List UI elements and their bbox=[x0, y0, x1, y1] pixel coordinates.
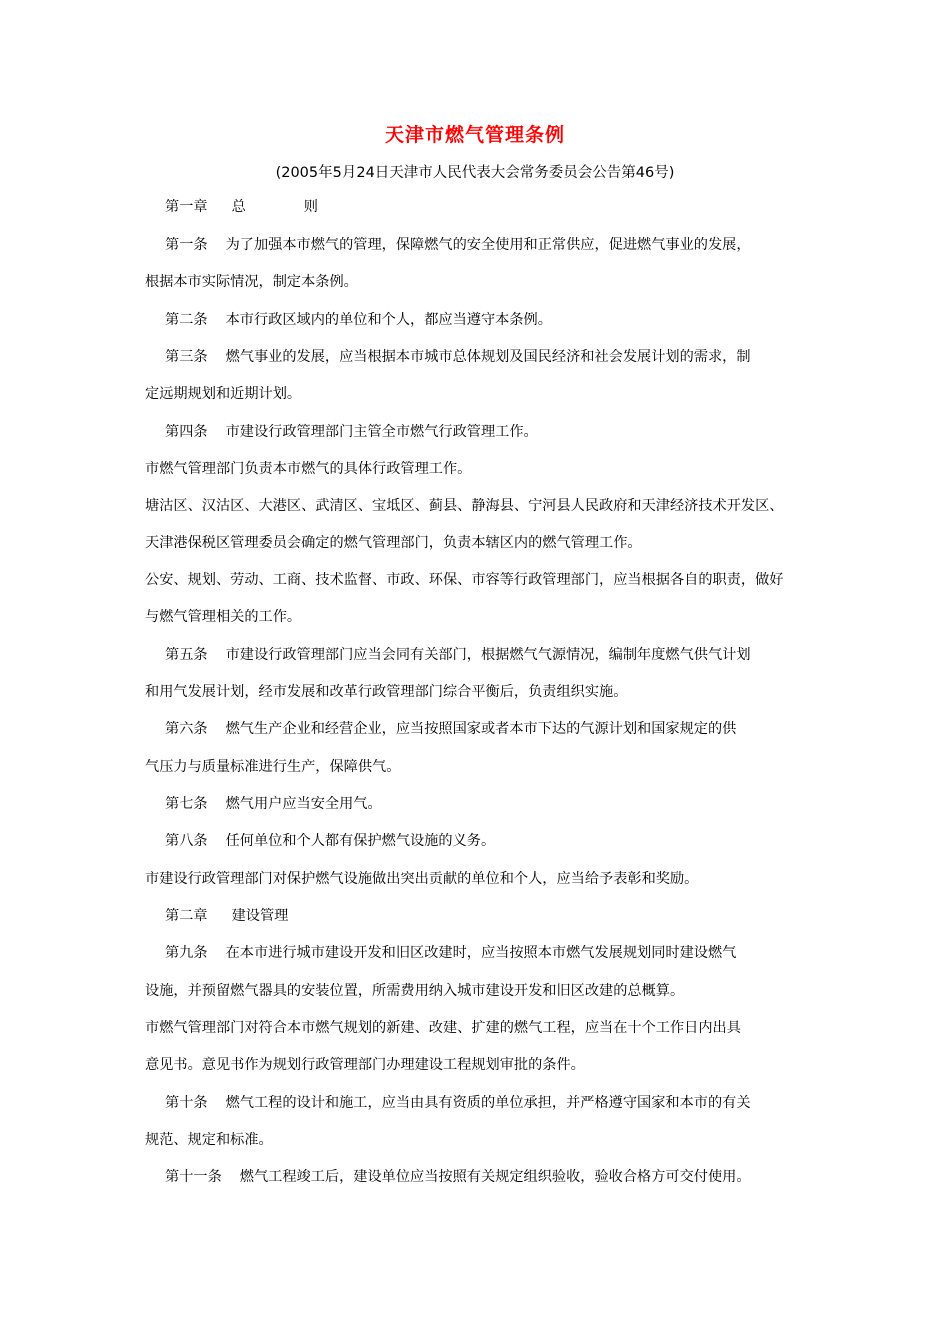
article-3-continued: 定远期规划和近期计划。 bbox=[145, 386, 302, 402]
article-4 bbox=[165, 422, 825, 442]
article-8-paragraph-2: 市建设行政管理部门对保护燃气设施做出突出贡献的单位和个人，应当给予表彰和奖励。 bbox=[145, 871, 699, 887]
article-text: 燃气生产企业和经营企业，应当按照国家或者本市下达的气源计划和国家规定的供 bbox=[225, 721, 737, 737]
article-10-continued: 规范、规定和标准。 bbox=[145, 1132, 273, 1148]
article-6-continued: 气压力与质量标准进行生产，保障供气。 bbox=[145, 759, 401, 775]
document-subtitle: (2005年5月24日天津市人民代表大会常务委员会公告第46号) bbox=[275, 165, 675, 181]
article-4-paragraph-4: 公安、规划、劳动、工商、技术监督、市政、环保、市容等行政管理部门，应当根据各自的职责，做好 bbox=[145, 572, 784, 588]
article-4-paragraph-2: 市燃气管理部门负责本市燃气的具体行政管理工作。 bbox=[145, 461, 472, 477]
article-label: 第六条 bbox=[165, 721, 208, 737]
article-text: 燃气用户应当安全用气。 bbox=[225, 796, 382, 812]
article-2 bbox=[165, 310, 825, 330]
article-9-paragraph-2-continued: 意见书。意见书作为规划行政管理部门办理建设工程规划审批的条件。 bbox=[145, 1057, 585, 1073]
article-5 bbox=[165, 645, 825, 665]
article-label: 第七条 bbox=[165, 796, 208, 812]
article-7 bbox=[165, 794, 825, 814]
article-label: 第四条 bbox=[165, 424, 208, 440]
article-6 bbox=[165, 719, 825, 739]
article-label: 第一条 bbox=[165, 237, 208, 253]
chapter-2-heading bbox=[165, 906, 825, 926]
chapter-1-heading bbox=[165, 197, 825, 217]
article-label: 第九条 bbox=[165, 945, 208, 961]
article-3 bbox=[165, 347, 825, 367]
article-1 bbox=[165, 235, 825, 255]
article-4-paragraph-3-continued: 天津港保税区管理委员会确定的燃气管理部门，负责本辖区内的燃气管理工作。 bbox=[145, 535, 642, 551]
article-9-continued: 设施，并预留燃气器具的安装位置，所需费用纳入城市建设开发和旧区改建的总概算。 bbox=[145, 983, 685, 999]
article-label: 第十条 bbox=[165, 1095, 208, 1111]
chapter-name-part: 总 bbox=[231, 199, 246, 215]
article-text: 燃气工程的设计和施工，应当由具有资质的单位承担，并严格遵守国家和本市的有关 bbox=[225, 1095, 751, 1111]
article-label: 第八条 bbox=[165, 833, 208, 849]
article-text: 任何单位和个人都有保护燃气设施的义务。 bbox=[225, 833, 496, 849]
article-8 bbox=[165, 831, 825, 851]
article-text: 在本市进行城市建设开发和旧区改建时，应当按照本市燃气发展规划同时建设燃气 bbox=[225, 945, 737, 961]
chapter-name-part: 则 bbox=[303, 199, 318, 215]
article-4-paragraph-3: 塘沽区、汉沽区、大港区、武清区、宝坻区、蓟县、静海县、宁河县人民政府和天津经济技术开发区、 bbox=[145, 498, 784, 514]
article-4-paragraph-4-continued: 与燃气管理相关的工作。 bbox=[145, 609, 302, 625]
chapter-label: 第一章 bbox=[165, 199, 208, 215]
article-11 bbox=[165, 1167, 825, 1187]
article-text: 燃气工程竣工后，建设单位应当按照有关规定组织验收，验收合格方可交付使用。 bbox=[239, 1169, 751, 1185]
article-label: 第五条 bbox=[165, 647, 208, 663]
article-10 bbox=[165, 1093, 825, 1113]
article-text: 本市行政区域内的单位和个人，都应当遵守本条例。 bbox=[225, 312, 552, 328]
chapter-name: 建设管理 bbox=[231, 908, 289, 924]
chapter-label: 第二章 bbox=[165, 908, 208, 924]
article-label: 第三条 bbox=[165, 349, 208, 365]
article-label: 第二条 bbox=[165, 312, 208, 328]
document-title: 天津市燃气管理条例 bbox=[384, 124, 565, 146]
article-text: 为了加强本市燃气的管理，保障燃气的安全使用和正常供应，促进燃气事业的发展， bbox=[225, 237, 751, 253]
article-5-continued: 和用气发展计划，经市发展和改革行政管理部门综合平衡后，负责组织实施。 bbox=[145, 684, 628, 700]
article-9 bbox=[165, 943, 825, 963]
article-text: 市建设行政管理部门应当会同有关部门，根据燃气气源情况，编制年度燃气供气计划 bbox=[225, 647, 751, 663]
article-1-continued: 根据本市实际情况，制定本条例。 bbox=[145, 274, 358, 290]
article-9-paragraph-2: 市燃气管理部门对符合本市燃气规划的新建、改建、扩建的燃气工程，应当在十个工作日内出具 bbox=[145, 1020, 741, 1036]
article-label: 第十一条 bbox=[165, 1169, 222, 1185]
article-text: 燃气事业的发展，应当根据本市城市总体规划及国民经济和社会发展计划的需求，制 bbox=[225, 349, 751, 365]
article-text: 市建设行政管理部门主管全市燃气行政管理工作。 bbox=[225, 424, 538, 440]
